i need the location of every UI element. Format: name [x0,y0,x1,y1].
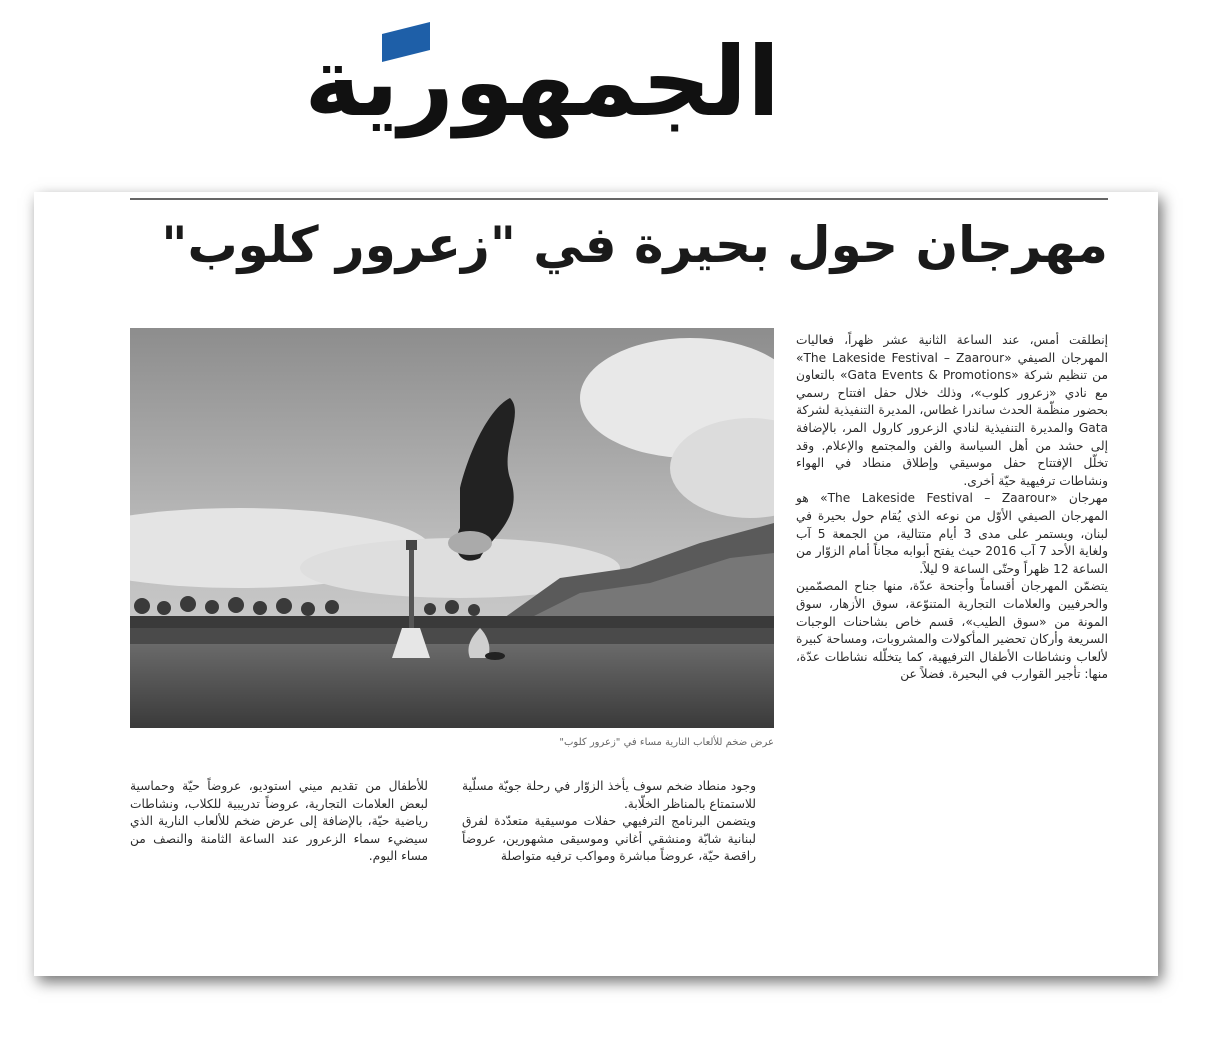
paragraph: ويتضمن البرنامج الترفيهي حفلات موسيقية متعدّدة لفرق لبنانية شابّة ومنشقي أغاني وموسيقى مشهورين، عروضاً راقصة حيّة، عروضاً مباشرة ومواكب ترفيه متواصلة [462,814,756,864]
paragraph: للأطفال من تقديم ميني استوديو، عروضاً حيّة وحماسية لبعض العلامات التجارية، عروضاً تدريبية للكلاب، ونشاطات رياضية حيّة، بالإضافة إلى عرض ضخم للألعاب النارية الذي سيضيء سماء الزعرور عند الساعة الثامنة والنصف من مساء اليوم. [130,779,428,864]
article-column-left [130,778,428,866]
article-headline: مهرجان حول بحيرة في "زعرور كلوب" [161,216,1108,274]
newspaper-clipping [34,192,1158,976]
top-rule [130,198,1108,200]
paragraph: إنطلقت أمس، عند الساعة الثانية عشر ظهراً، فعاليات المهرجان الصيفي «The Lakeside Festival – Zaarour» من تنظيم شركة «Gata Events & Promotions» بالتعاون مع نادي «زعرور كلوب»، وذلك خلال حفل افتتاح رسمي بحضور منظّمة الحدث ساندرا غطاس، المديرة التنفيذية لشركة Gata والمديرة التنفيذية لنادي الزعرور كارول المر، بالإضافة إلى حشد من أهل السياسة والفن والمجتمع والإعلام. وقد تخلّل الإفتتاح حفل موسيقي وإطلاق منطاد في الهواء ونشاطات ترفيهية حيّة أخرى. [796,333,1109,488]
paragraph: يتضمّن المهرجان أقساماً وأجنحة عدّة، منها جناح المصمّمين والحرفيين والعلامات التجارية المتنوّعة، سوق الأزهار، سوق المونة من «سوق الطيب»، قسم خاص بشاحنات الوجبات السريعة وأركان تحضير المأكولات والمشروبات، ومساحة كبيرة لألعاب ونشاطات الأطفال الترفيهية، كما يتخلّله نشاطات عدّة، منها: تأجير القوارب في البحيرة. فضلاً عن [796,579,1108,682]
photo-caption: عرض ضخم للألعاب النارية مساء في "زعرور كلوب" [559,737,774,748]
article-column-right [796,332,1108,684]
masthead [304,14,780,144]
paragraph: وجود منطاد ضخم سوف يأخذ الزوّار في رحلة جويّة مسلّية للاستمتاع بالمناظر الخلّابة. [462,779,756,811]
paragraph: مهرجان «The Lakeside Festival – Zaarour» هو المهرجان الصيفي الأوّل من نوعه الذي يُقام حول بحيرة في لبنان، ويستمر على مدى 3 أيام متتالية، من الجمعة 5 آب ولغاية الأحد 7 آب 2016 حيث يفتح أبوابه مجاناً أمام الزوّار من الساعة 12 ظهراً وحتّى الساعة 9 ليلاً. [796,491,1109,576]
article-photo [130,328,774,728]
newspaper-logo: الجمهورية [304,26,780,138]
article-column-middle [462,778,756,866]
